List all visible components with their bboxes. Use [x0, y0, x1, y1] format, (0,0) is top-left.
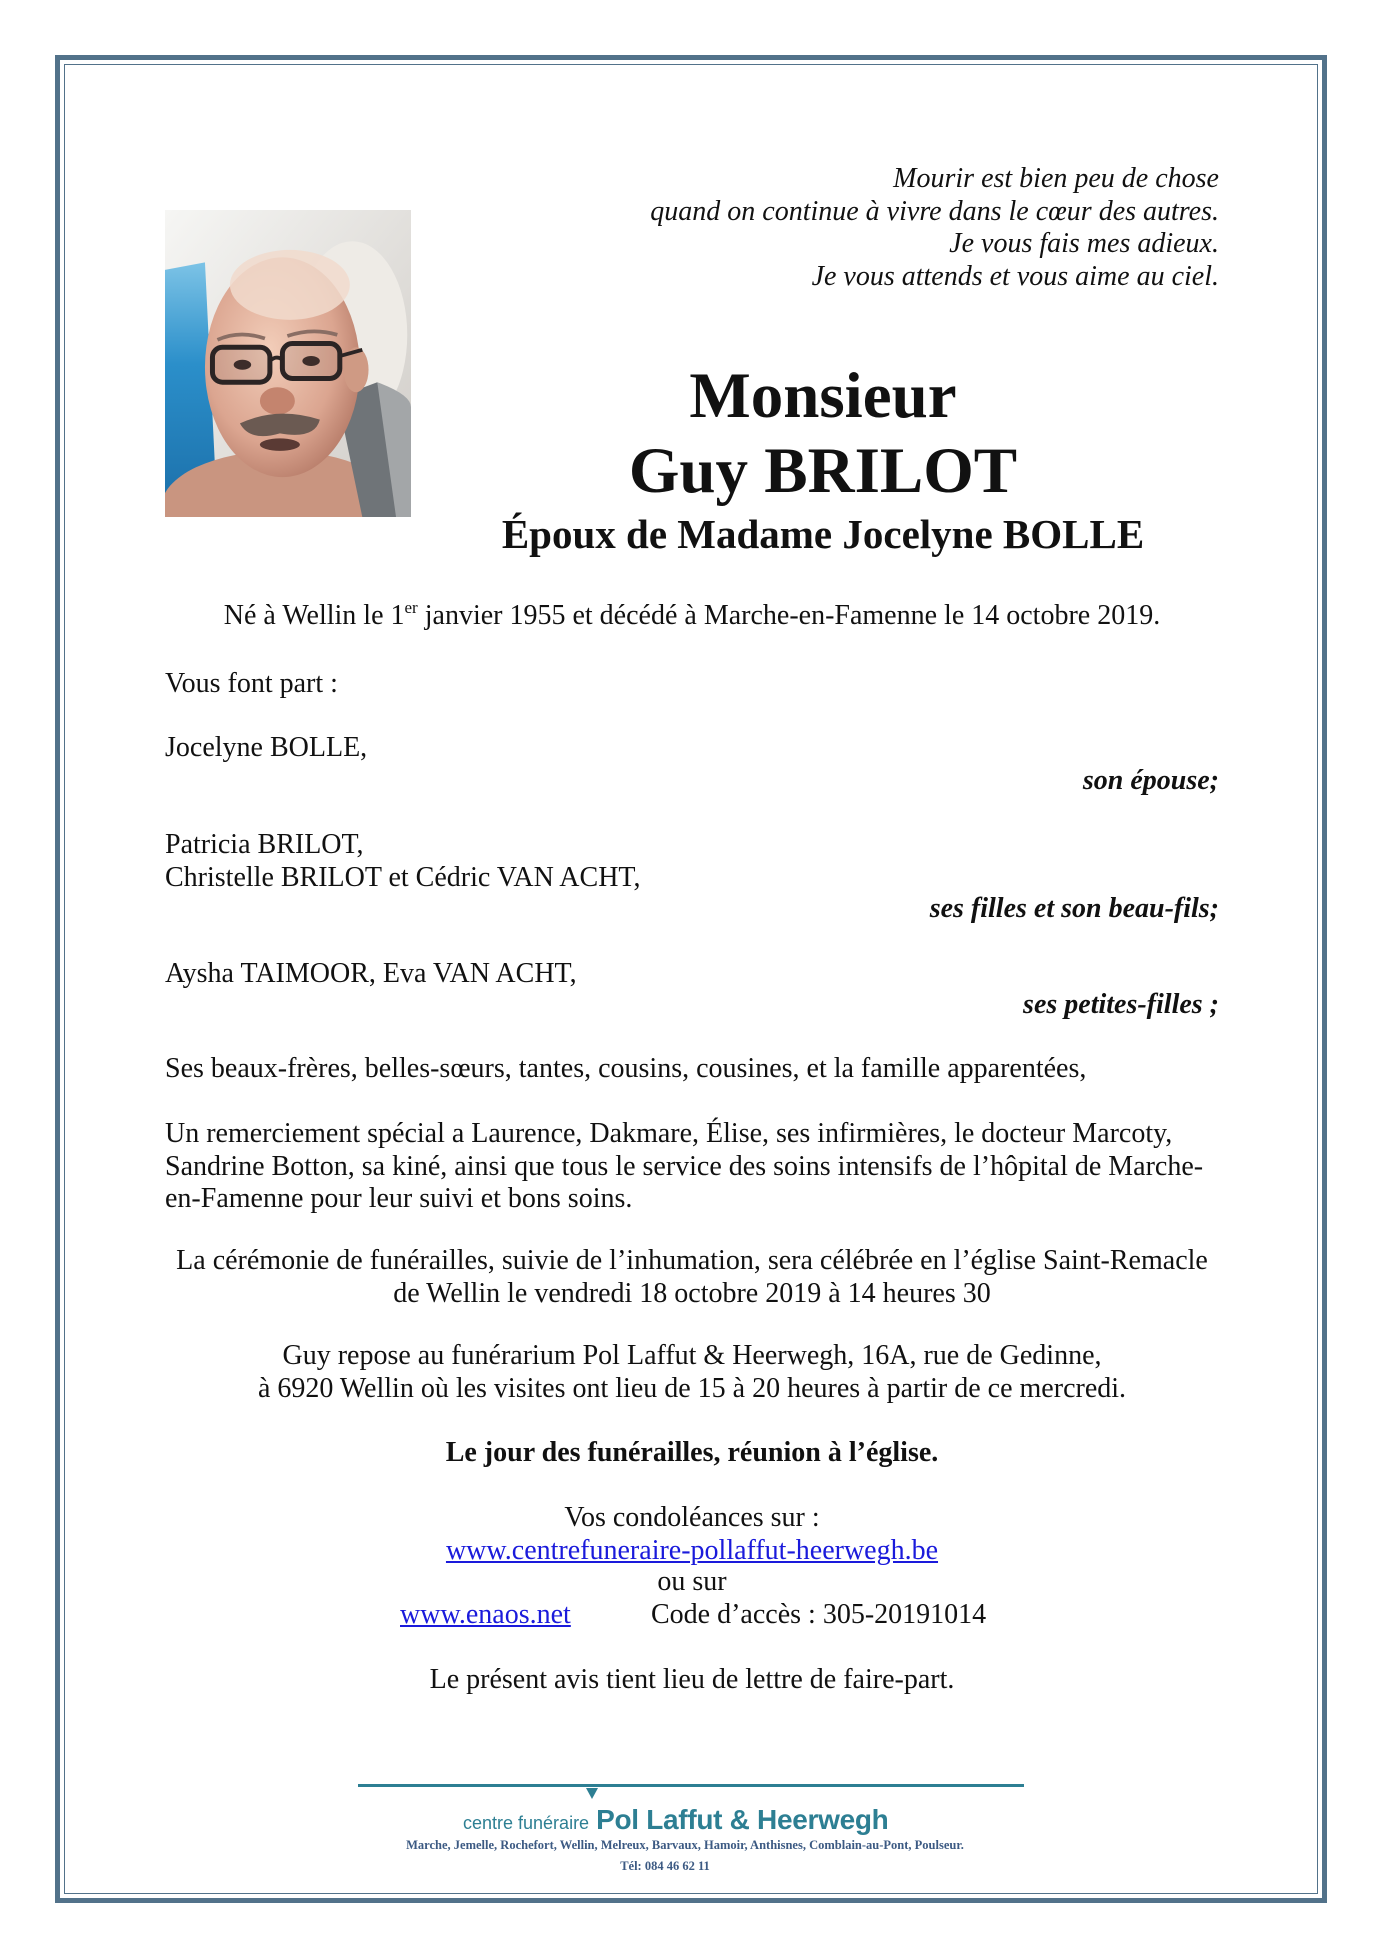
- extended-family-line: Ses beaux-frères, belles-sœurs, tantes, cousins, cousines, et la famille apparentées,: [165, 1053, 1087, 1084]
- funeral-home-logo: [463, 1806, 888, 1834]
- quote-line: quand on continue à vivre dans le cœur des autres.: [650, 195, 1219, 227]
- family-relation: ses petites-filles ;: [1023, 989, 1219, 1020]
- family-relation: ses filles et son beau-fils;: [929, 893, 1219, 924]
- birth-death-line: [165, 600, 1219, 633]
- family-member-line: Patricia BRILOT,: [165, 829, 364, 860]
- family-member-line: Jocelyne BOLLE,: [165, 732, 368, 763]
- access-code: Code d’accès : 305-20191014: [651, 1599, 987, 1630]
- quote-line: Je vous attends et vous aime au ciel.: [811, 260, 1219, 292]
- thanks-line: Sandrine Botton, sa kiné, ainsi que tous le service des soins intensifs de l’hôpital de Marche-: [165, 1150, 1204, 1182]
- spouse-line: Époux de Madame Jocelyne BOLLE: [501, 511, 1145, 557]
- condolences-intro: Vos condoléances sur :: [564, 1502, 820, 1533]
- family-member-line: Aysha TAIMOOR, Eva VAN ACHT,: [165, 958, 577, 989]
- family-relation: son épouse;: [1082, 765, 1219, 796]
- ceremony-line: La cérémonie de funérailles, suivie de l’inhumation, sera célébrée en l’église Saint-Remacle: [176, 1245, 1208, 1276]
- birth-death-text-start: Né à Wellin le 1: [223, 600, 405, 631]
- civility-title: Monsieur: [689, 360, 957, 432]
- portrait-photo: [165, 210, 411, 517]
- logo-prefix: centre funéraire: [463, 1813, 590, 1833]
- logo-brand-name: Pol Laffut & Heerwegh: [596, 1804, 889, 1835]
- deceased-title-block: [411, 359, 1235, 559]
- condolences-link-row: [165, 1535, 1219, 1568]
- ordinal-superscript: er: [404, 598, 418, 617]
- epitaph-quote: [560, 163, 1219, 293]
- logo-triangle-icon: [586, 1788, 598, 1799]
- quote-line: Mourir est bien peu de chose: [893, 163, 1219, 194]
- thanks-line: en-Famenne pour leur suivi et bons soins.: [165, 1183, 633, 1214]
- birth-death-text-end: janvier 1955 et décédé à Marche-en-Famenne le 14 octobre 2019.: [417, 600, 1161, 631]
- repose-line: à 6920 Wellin où les visites ont lieu de 15 à 20 heures à partir de ce mercredi.: [257, 1372, 1127, 1404]
- meeting-line: Le jour des funérailles, réunion à l’église.: [445, 1437, 939, 1468]
- footer-locations: Marche, Jemelle, Rochefort, Wellin, Melreux, Barvaux, Hamoir, Anthisnes, Comblain-au-Pont, Poulseur.: [406, 1838, 964, 1852]
- announcement-line: Vous font part :: [165, 668, 338, 699]
- deceased-name: Guy BRILOT: [628, 435, 1018, 507]
- family-member-line: Christelle BRILOT et Cédric VAN ACHT,: [165, 861, 641, 893]
- footer-divider: [358, 1784, 1024, 1787]
- condolences-or: ou sur: [657, 1566, 727, 1597]
- thanks-line: Un remerciement spécial a Laurence, Dakmare, Élise, ses infirmières, le docteur Marcoty,: [165, 1118, 1173, 1149]
- funeral-home-website-link[interactable]: www.centrefuneraire-pollaffut-heerwegh.be: [445, 1535, 939, 1566]
- enaos-website-link[interactable]: www.enaos.net: [400, 1599, 571, 1630]
- ceremony-line: de Wellin le vendredi 18 octobre 2019 à 14 heures 30: [393, 1277, 991, 1309]
- closing-line: Le présent avis tient lieu de lettre de faire-part.: [429, 1664, 955, 1695]
- repose-line: Guy repose au funérarium Pol Laffut & Heerwegh, 16A, rue de Gedinne,: [282, 1340, 1102, 1371]
- footer-phone: Tél: 084 46 62 11: [620, 1859, 710, 1873]
- quote-line: Je vous fais mes adieux.: [949, 228, 1219, 259]
